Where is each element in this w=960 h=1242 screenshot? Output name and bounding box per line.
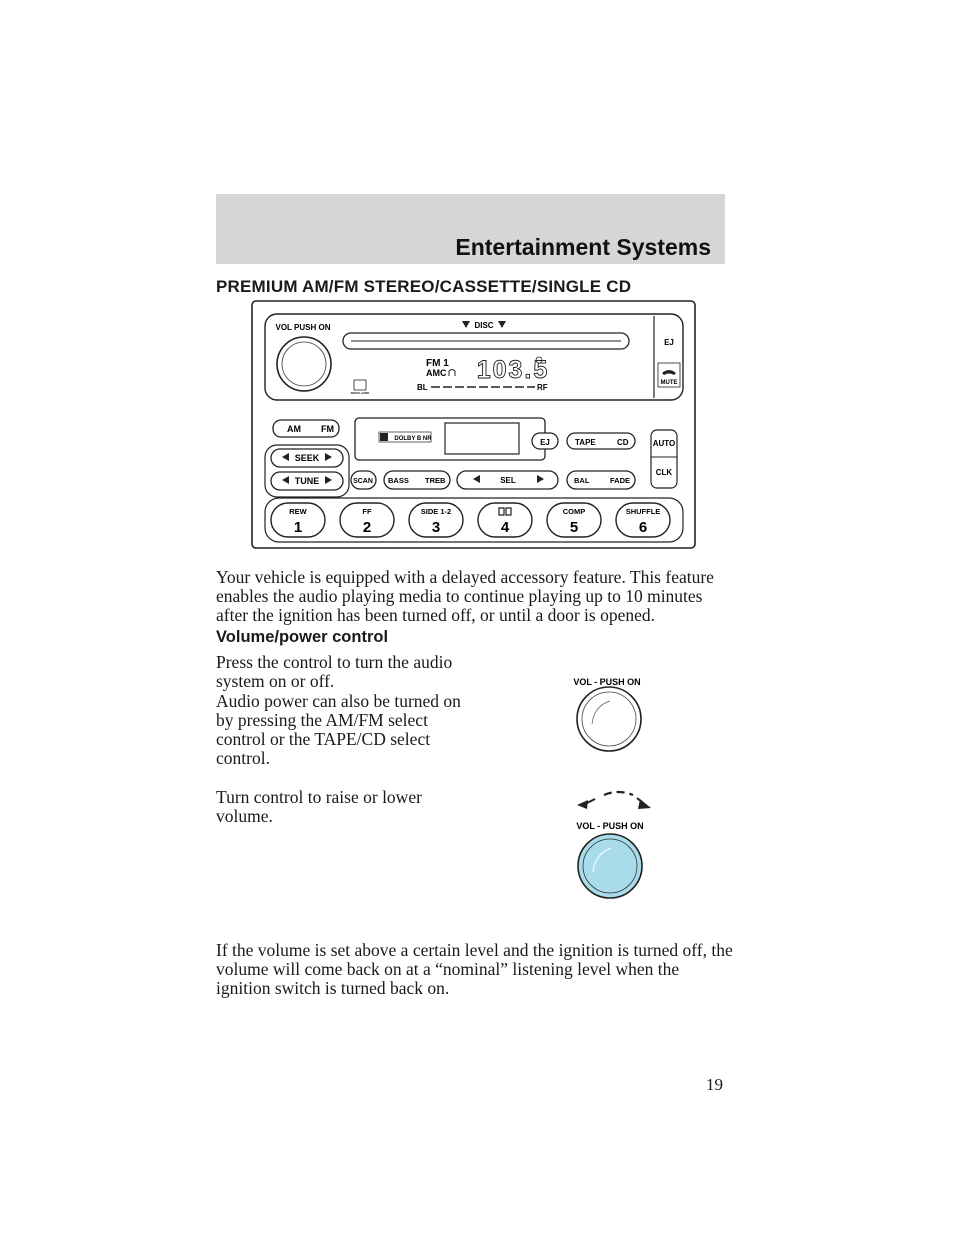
tape-label: TAPE bbox=[575, 438, 596, 447]
preset-number: 6 bbox=[638, 519, 648, 536]
bal-label: BAL bbox=[574, 476, 590, 485]
clk-button[interactable]: CLK bbox=[655, 468, 673, 477]
digital-audio-text: DIGITAL AUDIO bbox=[350, 392, 370, 395]
header-title: Entertainment Systems bbox=[455, 234, 711, 260]
auto-button[interactable]: AUTO bbox=[652, 439, 676, 448]
display-bl: BL bbox=[417, 383, 428, 392]
volume-heading: Volume/power control bbox=[216, 628, 389, 646]
volume-knob[interactable] bbox=[277, 337, 331, 391]
press-paragraph: Press the control to turn the audio system on or off. bbox=[216, 652, 453, 691]
knob-turn-label: VOL - PUSH ON bbox=[576, 821, 644, 831]
seek-label: SEEK bbox=[294, 453, 320, 463]
display-rf: RF bbox=[537, 383, 548, 392]
volume-knob-turn[interactable] bbox=[578, 834, 642, 898]
disc-label: DISC bbox=[474, 321, 494, 330]
nominal-paragraph: If the volume is set above a certain level and the ignition is turned off, the volume will come back on at a “nominal” listening level when the ignition switch is turned back on. bbox=[216, 940, 733, 998]
power-paragraph: Audio power can also be turned on by pressing the AM/FM select control or the TAPE/CD select control. bbox=[216, 691, 461, 768]
preset-number: 3 bbox=[431, 519, 441, 536]
tune-label: TUNE bbox=[294, 476, 320, 486]
preset-number: 1 bbox=[293, 519, 303, 536]
fm-label: FM bbox=[321, 424, 334, 434]
dolby-label: DOLBY B NR bbox=[394, 436, 432, 442]
treb-label: TREB bbox=[425, 476, 446, 485]
mute-button[interactable]: MUTE bbox=[660, 380, 678, 386]
bass-label: BASS bbox=[388, 476, 409, 485]
turn-paragraph: Turn control to raise or lower volume. bbox=[216, 787, 422, 826]
preset-number: 4 bbox=[500, 519, 510, 536]
knob-press-label: VOL - PUSH ON bbox=[573, 677, 641, 687]
vol-push-on-label: VOL PUSH ON bbox=[275, 323, 331, 332]
volume-knob-figure-turn bbox=[566, 786, 666, 909]
preset-number: 5 bbox=[569, 519, 579, 536]
arrow-right-icon bbox=[638, 799, 651, 809]
radio-faceplate bbox=[251, 300, 696, 550]
volume-knob-press[interactable] bbox=[577, 687, 641, 751]
rotation-arc-icon bbox=[604, 792, 633, 795]
arrow-left-icon bbox=[577, 800, 588, 809]
volume-knob-figure-press bbox=[570, 674, 660, 761]
section-title: PREMIUM AM/FM STEREO/CASSETTE/SINGLE CD bbox=[216, 277, 632, 296]
intro-paragraph: Your vehicle is equipped with a delayed accessory feature. This feature enables the audio playing media to continue playing up to 10 minutes after the ignition has been turned off, or until a door is opened. bbox=[216, 567, 714, 625]
preset-label: COMP bbox=[562, 507, 586, 516]
digital-audio-logo bbox=[354, 380, 366, 390]
radio-illustration bbox=[251, 300, 696, 550]
page-number: 19 bbox=[706, 1075, 723, 1094]
preset-label: SHUFFLE bbox=[625, 507, 661, 516]
sel-label: SEL bbox=[500, 476, 516, 485]
cd-label: CD bbox=[617, 438, 629, 447]
preset-number: 2 bbox=[362, 519, 372, 536]
eject-button[interactable]: EJ bbox=[664, 338, 674, 347]
header-band bbox=[216, 194, 725, 264]
fade-label: FADE bbox=[610, 476, 631, 485]
scan-label: SCAN bbox=[353, 478, 373, 485]
preset-label: SIDE 1-2 bbox=[420, 507, 452, 516]
display-frequency: 103.5 bbox=[476, 356, 550, 384]
tape-eject-label: EJ bbox=[540, 438, 550, 447]
am-label: AM bbox=[287, 424, 301, 434]
preset-label: FF bbox=[362, 507, 372, 516]
display-amc: AMC bbox=[426, 368, 447, 378]
display-band: FM 1 bbox=[426, 358, 449, 369]
preset-label: REW bbox=[289, 507, 307, 516]
